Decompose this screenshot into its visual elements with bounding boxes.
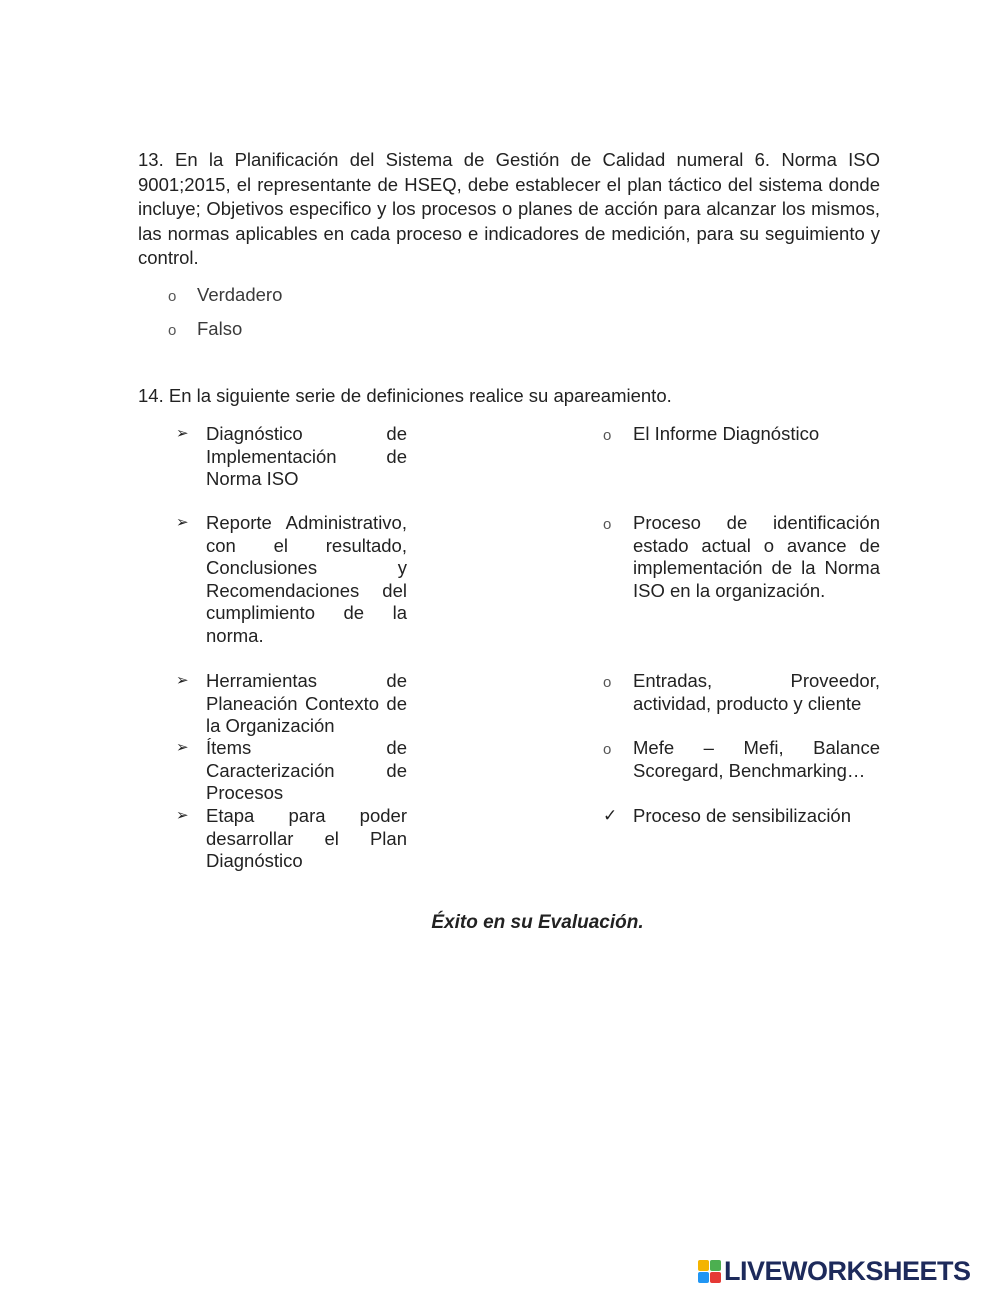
question-13-text: 13. En la Planificación del Sistema de Gestión de Calidad numeral 6. Norma ISO 9001;2015, el representante de HSEQ, debe establecer el plan táctico del sistema donde incluye; Objetivos especifico y los procesos o planes de acción para alcanzar los mismos, las normas aplicables en cada proceso e indicadores de medición, para su seguimiento y control. [138, 149, 880, 269]
left-item-label: Ítems de Caracterización de Procesos [206, 737, 407, 804]
option-falso[interactable] [168, 318, 242, 340]
option-bullet: o [603, 741, 612, 758]
logo-tile [698, 1272, 709, 1283]
right-item-label: Entradas, Proveedor, actividad, producto y cliente [633, 670, 880, 714]
right-item-5[interactable] [603, 805, 880, 828]
question-14-text: 14. En la siguiente serie de definiciones realice su apareamiento. [138, 385, 672, 406]
liveworksheets-logo-icon [698, 1260, 721, 1283]
right-item-1[interactable] [603, 423, 880, 446]
left-item-3[interactable] [176, 670, 407, 738]
left-item-4[interactable] [176, 737, 407, 805]
option-bullet: o [603, 516, 612, 533]
left-item-label: Etapa para poder desarrollar el Plan Diagnóstico [206, 805, 407, 872]
option-bullet: o [603, 674, 612, 691]
right-item-label: Proceso de sensibilización [633, 805, 852, 826]
option-bullet: o [168, 322, 177, 339]
liveworksheets-brand [698, 1256, 971, 1286]
right-item-3[interactable] [603, 670, 880, 715]
right-item-label: Proceso de identificación estado actual o avance de implementación de la Norma ISO en la organización. [633, 512, 880, 601]
option-label: Falso [197, 318, 243, 339]
arrow-bullet-icon: ➢ [176, 425, 189, 442]
brand-name: LIVEWORKSHEETS [724, 1255, 971, 1286]
option-bullet: o [603, 427, 612, 444]
right-item-2[interactable] [603, 512, 880, 602]
option-bullet: o [168, 288, 177, 305]
left-item-1[interactable] [176, 423, 407, 491]
arrow-bullet-icon: ➢ [176, 514, 189, 531]
left-item-5[interactable] [176, 805, 407, 873]
check-icon: ✓ [603, 806, 618, 825]
left-item-label: Herramientas de Planeación Contexto de la Organización [206, 670, 407, 737]
left-item-label: Reporte Administrativo, con el resultado, Conclusiones y Recomendaciones del cumplimiento de la norma. [206, 512, 407, 646]
right-item-label: Mefe – Mefi, Balance Scoregard, Benchmarking… [633, 737, 880, 781]
left-item-label: Diagnóstico de Implementación de Norma ISO [206, 423, 407, 490]
logo-tile [698, 1260, 709, 1271]
left-item-2[interactable] [176, 512, 407, 648]
option-label: Verdadero [197, 284, 283, 305]
closing-message: Éxito en su Evaluación. [431, 912, 644, 933]
right-item-4[interactable] [603, 737, 880, 782]
arrow-bullet-icon: ➢ [176, 807, 189, 824]
logo-tile [710, 1272, 721, 1283]
arrow-bullet-icon: ➢ [176, 672, 189, 689]
logo-tile [710, 1260, 721, 1271]
right-item-label: El Informe Diagnóstico [633, 423, 820, 444]
option-verdadero[interactable] [168, 284, 282, 306]
arrow-bullet-icon: ➢ [176, 739, 189, 756]
